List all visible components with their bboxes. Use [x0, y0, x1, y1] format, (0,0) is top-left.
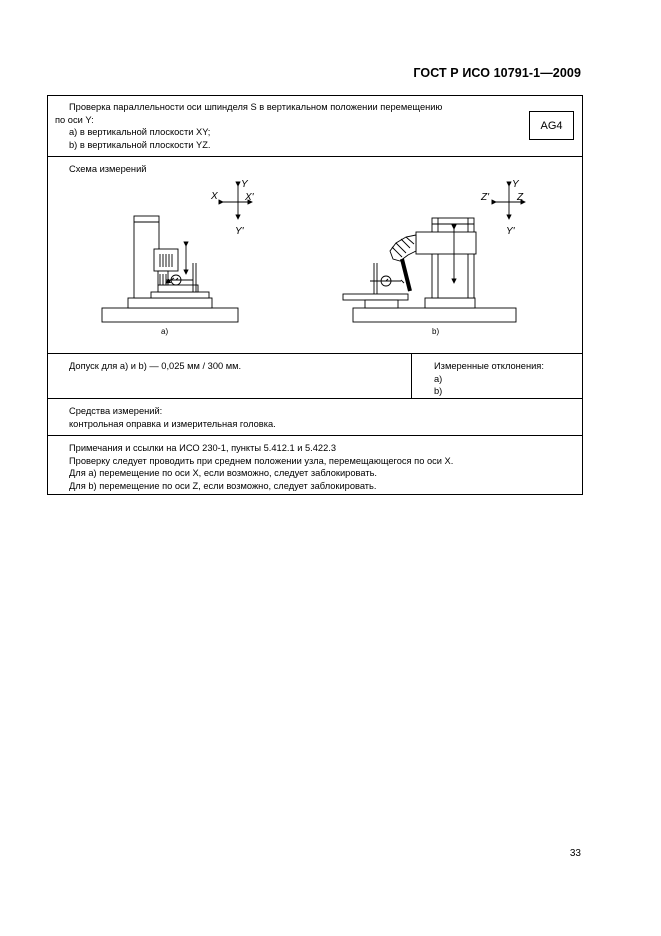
check-code-box: AG4 [529, 111, 574, 140]
page-number: 33 [569, 848, 581, 859]
measured-deviations [434, 360, 544, 398]
axis-a-left: X [211, 191, 218, 202]
tolerance-section [48, 354, 582, 399]
axis-a-up: Y [241, 179, 248, 190]
instruments-text [69, 405, 276, 430]
measured-a: a) [434, 373, 443, 384]
measured-label: Измеренные отклонения: [434, 361, 544, 371]
notes-line4: Для b) перемещение по оси Z, если возможно, следует заблокировать. [69, 480, 377, 491]
machine-a-drawing [102, 216, 238, 322]
check-title-line1: Проверка параллельности оси шпинделя S в вертикальном положении перемещению [69, 102, 443, 112]
notes-section [48, 436, 582, 496]
check-description [55, 101, 515, 151]
notes-line2: Проверку следует проводить при среднем положении узла, перемещающегося по оси X. [69, 455, 454, 466]
notes-line3: Для a) перемещение по оси X, если возможно, следует заблокировать. [69, 468, 378, 478]
measurement-diagram [48, 157, 584, 354]
notes-line1: Примечания и ссылки на ИСО 230-1, пункты 5.412.1 и 5.422.3 [69, 443, 337, 453]
instruments-list: контрольная оправка и измерительная головка. [69, 418, 276, 429]
check-table [47, 95, 583, 495]
standard-designation: ГОСТ Р ИСО 10791-1—2009 [413, 66, 581, 80]
caption-b: b) [432, 327, 440, 336]
axis-a-right: X' [245, 192, 254, 203]
instruments-section [48, 399, 582, 436]
axis-b-right: Z [517, 192, 524, 203]
check-title-line2: по оси Y: [55, 114, 94, 125]
diagram-section [48, 157, 582, 354]
axis-b-left: Z' [481, 192, 490, 203]
axis-b-down: Y' [506, 226, 515, 237]
diagram-label: Схема измерений [69, 164, 147, 174]
tolerance-divider [411, 354, 412, 398]
caption-a: a) [161, 327, 169, 336]
axis-b-up: Y [512, 179, 519, 190]
axis-a-down: Y' [235, 226, 244, 237]
measured-b: b) [434, 386, 443, 396]
check-item-a: a) в вертикальной плоскости XY; [69, 127, 211, 137]
notes-text [69, 442, 453, 492]
instruments-title: Средства измерений: [69, 406, 163, 416]
check-description-section [48, 96, 582, 157]
check-item-b: b) в вертикальной плоскости YZ. [69, 139, 211, 150]
tolerance-text: Допуск для a) и b) — 0,025 мм / 300 мм. [69, 361, 242, 371]
machine-b-drawing [343, 218, 516, 322]
